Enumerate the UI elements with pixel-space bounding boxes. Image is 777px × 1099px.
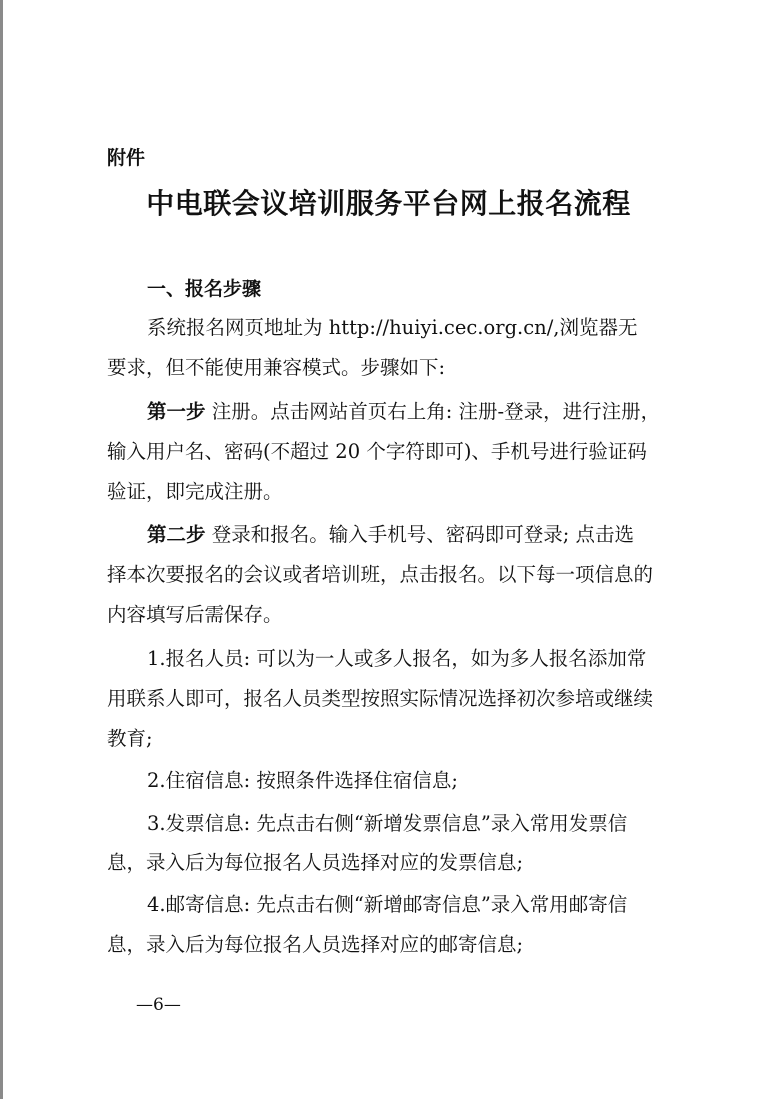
- item4-line-1: 4.邮寄信息: 先点击右侧“新增邮寄信息”录入常用邮寄信: [147, 893, 628, 916]
- item2-line-1: 2.住宿信息: 按照条件选择住宿信息;: [147, 769, 458, 792]
- intro-line-1: 系统报名网页地址为 http://huiyi.cec.org.cn/,浏览器无: [147, 316, 638, 339]
- step1-label: 第一步: [147, 400, 206, 423]
- section-heading: 一、报名步骤: [147, 278, 262, 300]
- step1-text: 注册。点击网站首页右上角: 注册-登录，进行注册，: [205, 400, 661, 423]
- document-title: 中电联会议培训服务平台网上报名流程: [146, 187, 631, 220]
- step2-line-3: 内容填写后需保存。: [107, 603, 283, 626]
- item1-line-2: 用联系人即可，报名人员类型按照实际情况选择初次参培或继续: [107, 687, 654, 710]
- step1-line-1: [147, 398, 660, 426]
- step1-line-2: 输入用户名、密码(不超过 20 个字符即可)、手机号进行验证码: [107, 440, 647, 463]
- item3-line-2: 息，录入后为每位报名人员选择对应的发票信息;: [107, 851, 524, 874]
- step2-label: 第二步: [147, 523, 206, 546]
- step2-text: 登录和报名。输入手机号、密码即可登录; 点击选: [205, 523, 634, 546]
- attachment-label: 附件: [107, 147, 146, 169]
- item1-line-1: 1.报名人员: 可以为一人或多人报名，如为多人报名添加常: [147, 647, 647, 670]
- page-number: —6—: [136, 995, 181, 1015]
- item3-line-1: 3.发票信息: 先点击右侧“新增发票信息”录入常用发票信: [147, 812, 628, 835]
- step2-line-1: [147, 521, 634, 549]
- intro-line-2: 要求，但不能使用兼容模式。步骤如下:: [107, 356, 446, 379]
- step2-line-2: 择本次要报名的会议或者培训班，点击报名。以下每一项信息的: [107, 563, 654, 586]
- step1-line-3: 验证，即完成注册。: [107, 480, 283, 503]
- item1-line-3: 教育;: [107, 727, 153, 750]
- item4-line-2: 息，录入后为每位报名人员选择对应的邮寄信息;: [107, 933, 524, 956]
